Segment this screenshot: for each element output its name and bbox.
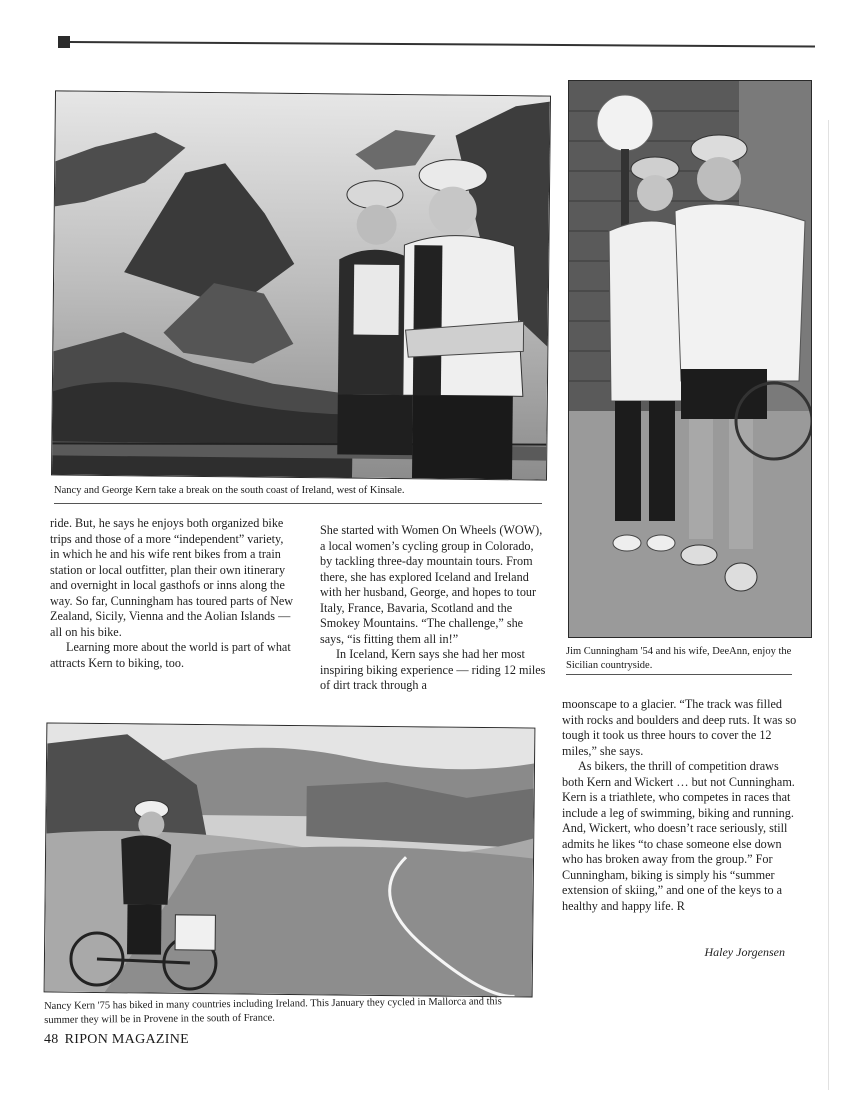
caption-mallorca: Nancy Kern '75 has biked in many countries including Ireland. This January they cycled in Mallorca and this summer they will be in Provene in the south of France. [44,996,502,1026]
photo-sicily-image [569,81,811,637]
caption-ireland: Nancy and George Kern take a break on the south coast of Ireland, west of Kinsale. [54,485,405,496]
photo-ireland-coast [51,90,551,480]
page-edge-line [828,120,829,1090]
article-column-3 [562,697,798,914]
photo-mallorca-image [45,723,535,996]
paragraph: In Iceland, Kern says she had her most inspiring biking experience — riding 12 miles of dirt track through a [320,647,546,692]
paragraph: Learning more about the world is part of what attracts Kern to biking, too. [50,640,291,670]
caption-rule [54,503,542,504]
caption-sicily: Jim Cunningham '54 and his wife, DeeAnn, enjoy the Sicilian countryside. [566,646,792,671]
paragraph: As bikers, the thrill of competition draws both Kern and Wickert … but not Cunningham. Kern is a triathlete, who competes in races that include a leg of swimming, biking and running. And, Wickert, who doesn’t race seriously, still admits he likes “to chase someone else down who has broken away from the group.” For Cunningham, biking is simply his “summer extension of skiing,” and one of the keys to a healthy and happy life. R [562,759,795,913]
article-column-2 [320,523,548,694]
page-number: 48 [44,1032,59,1047]
author-byline: Haley Jorgensen [704,945,785,959]
photo-ireland-image [52,91,550,479]
paragraph: ride. But, he says he enjoys both organized bike trips and those of a more “independent” variety, in which he and his wife rent bikes from a train station or local outfitter, plan their own itinerary and overnight in local gasthofs or inns along the way. So far, Cunningham has toured parts of New Zealand, Sicily, Vienna and the Aolian Islands — all on his bike. [50,516,294,639]
header-marker [58,36,70,48]
article-column-1 [50,516,294,671]
photo-sicily-couple [568,80,812,638]
photo-mallorca-road [44,722,536,997]
page-folio [44,1032,189,1048]
caption-rule [566,674,792,675]
header-rule [70,41,815,48]
publication-name: RIPON MAGAZINE [64,1032,189,1047]
paragraph: She started with Women On Wheels (WOW), a local women’s cycling group in Colorado, by tackling three-day mountain tours. From there, she has explored Iceland and Ireland with her husband, George, and hopes to tour Italy, France, Bavaria, Scotland and the Smokey Mountains. “The challenge,” she says, “is fitting them all in!” [320,523,543,646]
paragraph: moonscape to a glacier. “The track was filled with rocks and boulders and deep ruts. It was so tough it took us three hours to cover the 12 miles,” she says. [562,697,797,758]
